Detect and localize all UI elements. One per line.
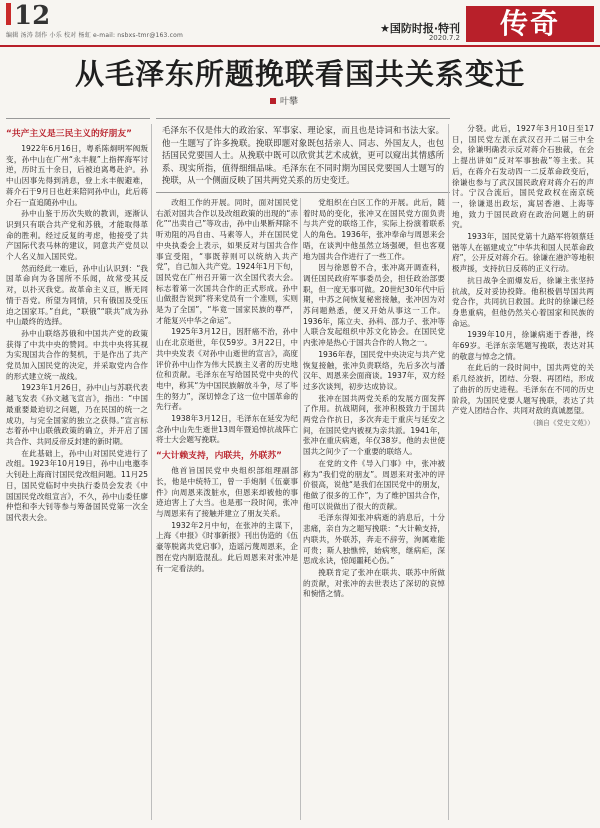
section-subhead: “共产主义是三民主义的好朋友” xyxy=(6,129,132,139)
paper-name: ★国防时报·特刊 xyxy=(379,22,460,35)
paragraph: 挽联肯定了张冲在联共、联苏中所做的贡献，对张冲的去世表达了深切的哀悼和惋惜之情。 xyxy=(303,567,445,599)
byline-marker-icon xyxy=(270,98,276,104)
article-source: （摘自《党史文苑》） xyxy=(529,418,594,427)
column-divider xyxy=(448,124,449,820)
paragraph: 党组织在白区工作的开展。此后，随着时局的变化，张冲又在国民党方面负责与共产党的联络工作，实际上扮演着联系人的角色。1936年，张冲奉命与周恩来会晤，在谈判中他虽然立场强硬，但也客观地为国共合作进行了一些工作。 xyxy=(303,198,445,261)
issue-date: 2020.7.2 xyxy=(428,34,460,42)
paragraph: 因与徐恩曾不合，张冲离开调查科，调任国民政府军事委员会，担任政治部要职，但一度无事可做。20世纪30年代中后期，中苏之间恢复秘密接触，张冲因为对苏问题熟悉，便又开始从事这一工作。1936年，陈立夫、孙科、邵力子、张冲等人联合发起组织中苏文化协会。在国民党内张冲是热心于国共合作的人物之一。 xyxy=(303,263,445,348)
paragraph: 毛泽东得知张冲病逝的消息后，十分悲痛，亲自为之题写挽联：“大计赖支持，内联共，外联苏，奔走不辞劳，洵属难能可贵；斯人独憔悴，始病寒，继病疟，深思成永诀，惊闻噩耗心伤。” xyxy=(303,513,445,566)
paragraph: 1936年春，国民党中央决定与共产党恢复接触，张冲负责联络，先后多次与潘汉年、周恩来会面商谈。1937年，双方经过多次谈判，初步达成协议。 xyxy=(303,349,445,391)
masthead-divider xyxy=(0,45,600,47)
paragraph: 在党的文件《导入门事》中，张冲被称为“我们党的朋友”。周恩来对张冲的评价很高，说他“是我们在国民党中的朋友，他做了很多的工作”，为了维护国共合作，他可以说做出了很大的贡献。 xyxy=(303,458,445,511)
column-divider xyxy=(300,198,301,820)
paragraph: 他首旨国民党中央组织部组理副部长，他是中统特工，曾一手炮制《伍豪事件》向周恩来泼脏水，但恩来却被他的事迹迫害上了大当。也是那一段时间，张冲与周恩来有了接触并建立了朋友关系。 xyxy=(156,466,298,518)
article-column-3 xyxy=(303,198,445,820)
paragraph: 分裂。此后，1927年3月10日至17日，国民党左派在武汉召开二届三中全会，徐谦明确表示反对蒋介石独裁，在会上提出讲如“反对军事独裁”等主张。其后，在蒋介石发动四一二反革命政变后，徐谦也参与了武汉国民政府对蒋介石的声讨。宁汉合流后，国民党政权在南京统一，徐谦退出政坛，寓居香港、上海等地，致力于国民政府在政治问题上的研究。 xyxy=(452,124,594,230)
paragraph: 1922年6月16日，粤系陈炯明军阀叛变，孙中山在广州“永丰舰”上指挥海军讨逆，历时五十余日，后被迫离粤赴沪。孙中山因事先得到消息，登上永丰舰避难，蒋介石于9月日也赶来陪同孙中山，此后蒋介石一直追随孙中山。 xyxy=(6,144,148,207)
paragraph: 1933年，国民党第十九路军将领蔡廷锴等人在福建成立“中华共和国人民革命政府”，公开反对蒋介石。徐谦在港沪等地积极声援，支持抗日反蒋的正义行动。 xyxy=(452,232,594,274)
paragraph: 改组工作的开展。同时，面对国民党右派对国共合作以及改组政策的出现的“赤化”“出卖自己”等攻击，孙中山果断拜除不听劝阻的冯自由、马素等人，并在国民党中央执委会上表示，如果反对与国共合作事宜受阻，“事既荐则可以统纳入共产党”，自己加入共产党。1924年1月下旬，国民党在广州召开第一次全国代表大会。标志着第一次国共合作的正式形成。孙中山做报告说到“将来党员有一个准则，实则是为了全国”，“毕竟一国家民族的尊严，才能复兴中华之命运”。 xyxy=(156,198,298,325)
paragraph: 1923年1月26日，孙中山与苏联代表越飞发表《孙文越飞宣言》，指出：“中国最重要最迫切之问题，乃在民国的统一之成功，与完全国家的独立之获得。”宣言标志着孙中山联俄政策的确立，并开启了国共合作、共同反帝反封建的新时期。 xyxy=(6,383,148,446)
editor-meta-line: 编辑 汤涛 制作 小乐 校对 杨虹 e-mail: nsbxs-tmr@163.com xyxy=(6,32,184,39)
paragraph: 1938年3月12日，毛泽东在延安为纪念孙中山先生逝世13周年暨追悼抗战阵亡将士大会题写挽联。 xyxy=(156,414,298,445)
paragraph: 在此后的一段时间中，国共两党的关系几经波折，团结、分裂、再团结，形成了曲折的历史进程。毛泽东在不同的历史阶段，为国民党要人题写挽联，表达了共产党人团结合作、共同对敌的真诚愿望。 xyxy=(452,363,594,416)
page-number-accent xyxy=(6,3,11,25)
paragraph: 1939年10月，徐谦病逝于香港，终年69岁。毛泽东亲笔题写挽联，表达对其的敬意与悼念之情。 xyxy=(452,330,594,361)
paragraph: 孙中山鉴于历次失败的教训，逐渐认识到只有联合共产党和苏俄，才能取得革命的胜利。经过反复的考虑，他接受了共产国际代表马林的建议，同意共产党员以个人名义加入国民党。 xyxy=(6,209,148,262)
paragraph: 然而经此一难后，孙中山认识到：“我国革命向为各国所不乐闻，故常受其反对，以扑灭我党。故革命主义亘，断无同情于吾党。所望为同情，只有俄国及受压迫之国家耳。”自此，“联俄”“联共”成为孙中山最终的选择。 xyxy=(6,263,148,327)
section-subhead: “大计赖支持，内联共，外联苏” xyxy=(156,451,282,462)
article-headline: 从毛泽东所题挽联看国共关系变迁 xyxy=(74,57,525,91)
masthead xyxy=(0,0,600,44)
byline-author: 叶攀 xyxy=(280,97,299,107)
page-number: 12 xyxy=(14,1,51,31)
paragraph: 孙中山联络苏俄和中国共产党的政策获得了中共中央的赞同。中共中央将其视为实现国共合作的契机，于是作出了共产党员加入国民党的决定，并采取党内合作的形式建立统一战线。 xyxy=(6,328,148,381)
section-badge: 传奇 xyxy=(466,6,594,42)
paragraph: 抗日战争全面爆发后，徐谦主张坚持抗战，反对妥协投降。他积极倡导国共两党合作，共同抗日救国。此时的徐谦已经身患重病，但他仍然关心着国家和民族的命运。 xyxy=(452,275,594,328)
paragraph: 1925年3月12日，因肝癌不治，孙中山在北京逝世，年仅59岁。3月22日，中共中央发表《对孙中山逝世的宣言》，高度评价孙中山作为伟大民族主义者的历史地位和贡献。毛泽东在写给国民党中央的代电中，称其“为中国民族解放斗争，尽了毕生的努力”，深切悼念了这一位中国革命的先行者。 xyxy=(156,327,298,412)
article-column-4 xyxy=(452,124,594,820)
column-divider xyxy=(151,124,152,820)
article-column-2 xyxy=(156,198,298,820)
paragraph: 在此基础上，孙中山对国民党进行了改组。1923年10月19日，孙中山电邀李大钊赴上海商讨国民党改组问题。11月25日，国民党临时中央执行委员会发表《中国国民党改组宣言》，不久，孙中山委任廖仲恺和李大钊等参与筹备国民党第一次全国代表大会。 xyxy=(6,448,148,522)
article-column-1 xyxy=(6,124,148,820)
paragraph: 1932年2月中旬，在张冲的主谋下，上海《申报》《时事新报》刊出伪造的《伍豪等脱离共党启事》，造谣污蔑周恩来，企图在党内制造混乱。此后周恩来对张冲是有一定看法的。 xyxy=(156,520,298,573)
article-lead: 毛泽东不仅是伟大的政治家、军事家、理论家，而且也是诗词和书法大家。他一生题写了许多挽联。挽联即题对象既包括亲人、同志、外国友人，也包括国民党要国人士。从挽联中既可以欣赏其艺术成就，更可以窥出其情感所系、现实所指，值得细细品味。毛泽东在不同时期为国民党要国人士题写的挽联，从一个侧面反映了国共两党关系的历史变迁。 xyxy=(162,125,444,186)
article-byline xyxy=(270,94,298,107)
paragraph: 张冲在国共两党关系的发展方面发挥了作用。抗战期间，张冲积极致力于国共两党合作抗日，多次奔走于重庆与延安之间，在国民党内被视为亲共派。1941年，张冲在重庆病逝，年仅38岁。他的去世使国共之间少了一个重要的联络人。 xyxy=(303,393,445,457)
column-top-rule xyxy=(6,118,150,119)
